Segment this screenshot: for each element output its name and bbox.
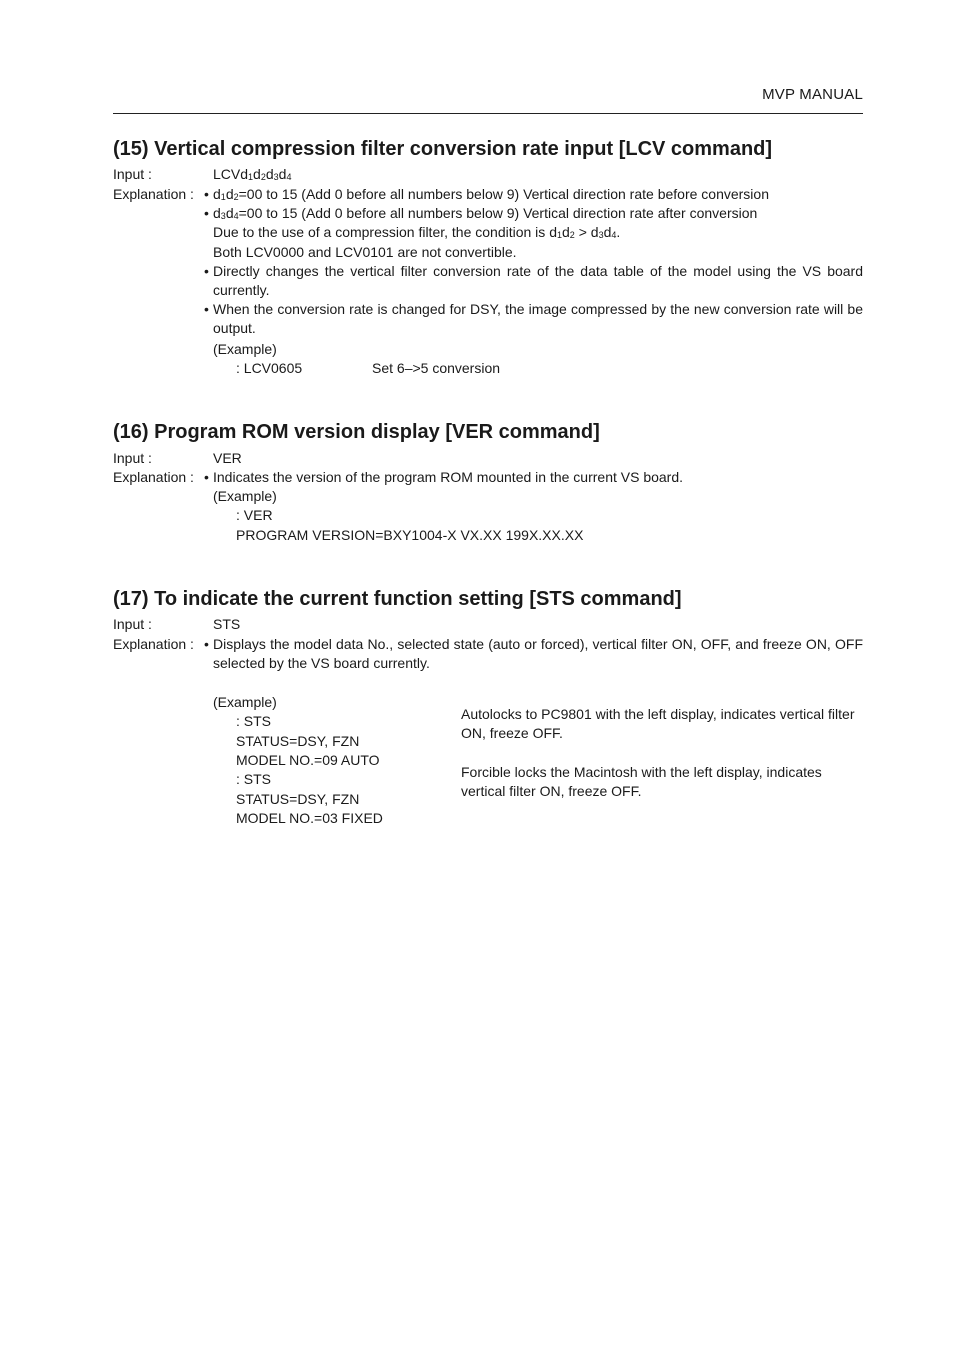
bullet: •	[204, 205, 209, 221]
s17-note-auto: Autolocks to PC9801 with the left display, indicates vertical filter ON, freeze OFF.	[461, 706, 855, 742]
bullet: •	[204, 301, 209, 317]
input-label: Input :	[113, 450, 152, 466]
example-description: Set 6–>5 conversion	[372, 360, 501, 376]
bullet: •	[204, 186, 209, 202]
header-rule	[113, 113, 863, 114]
s17-note-fixed: Forcible locks the Macintosh with the left display, indicates vertical filter ON, freeze OFF.	[461, 764, 822, 800]
explanation-label: Explanation :	[113, 636, 194, 652]
explanation-label: Explanation :	[113, 469, 194, 485]
s16-input-syntax: VER	[213, 450, 242, 466]
example-command: : LCV0605	[236, 360, 303, 376]
input-label: Input :	[113, 166, 152, 182]
section-16-title: (16) Program ROM version display [VER command]	[113, 421, 600, 443]
bullet: •	[204, 469, 209, 485]
bullet: •	[204, 636, 209, 652]
input-label: Input :	[113, 616, 152, 632]
s17-input-syntax: STS	[213, 616, 241, 632]
section-15-title: (15) Vertical compression filter conversion rate input [LCV command]	[113, 138, 773, 160]
bullet: •	[204, 263, 209, 279]
section-17-title: (17) To indicate the current function setting [STS command]	[113, 588, 682, 610]
running-header: MVP MANUAL	[762, 86, 863, 103]
explanation-label: Explanation :	[113, 186, 194, 202]
s15-input-syntax: $LCVd_1d_2d_3d_4$	[213, 166, 292, 182]
